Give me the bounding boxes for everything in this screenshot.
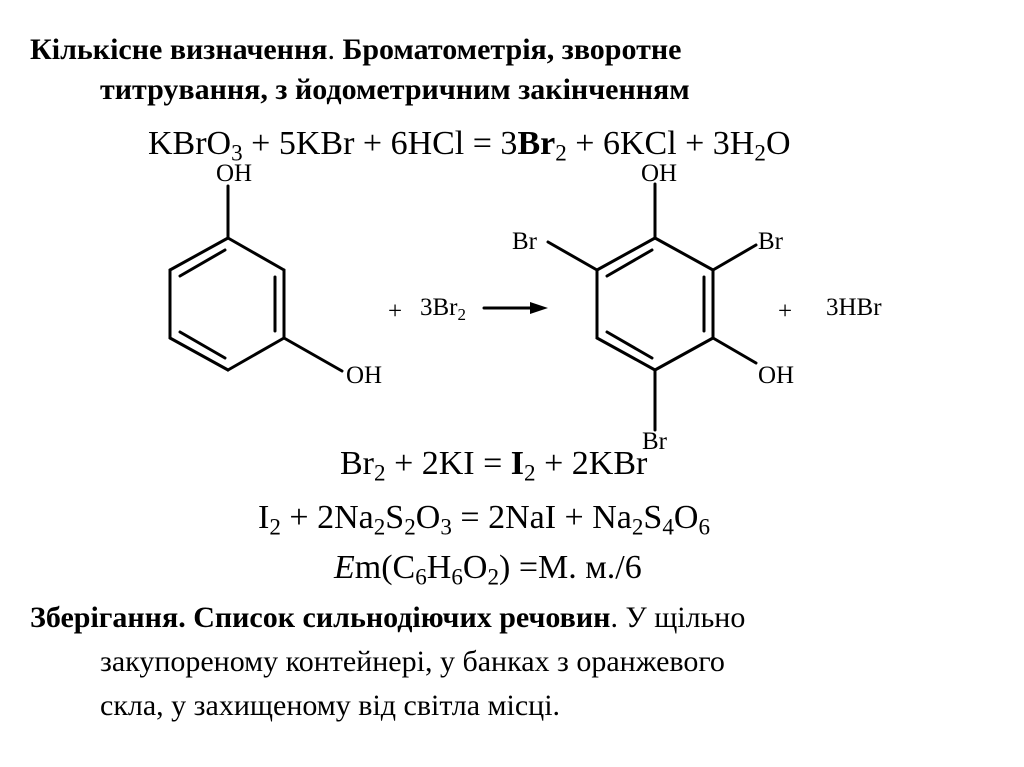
equation-br2-ki: $Br_2 + 2KI = I_2 + 2KBr$	[340, 445, 648, 487]
product-oh-top: OH	[641, 160, 678, 187]
equation-i2-thiosulfate: $I_2 + 2Na_2S_2O_3 = 2NaI + Na_2S_4O_6$	[258, 499, 711, 541]
storage-text-start: . У щільно	[610, 601, 746, 634]
reaction-arrow	[484, 302, 548, 314]
heading-bold-method: Броматометрія, зворотне	[342, 33, 682, 66]
product-br-left: Br	[512, 228, 537, 255]
tribromoresorcinol-structure	[548, 184, 756, 430]
heading-separator: .	[327, 33, 343, 66]
storage-line-3: скла, у захищеному від світла місці.	[100, 689, 561, 722]
resorcinol-structure	[170, 186, 342, 371]
resorcinol-oh-bottom: OH	[346, 362, 383, 389]
heading-bold-quantitative: Кількісне визначення	[30, 33, 328, 66]
storage-line-1	[30, 600, 745, 636]
equation-equivalent-mass: $Em(C_6H_6O_2) =М$. м./6	[334, 549, 642, 591]
reaction-plus-1: +	[388, 298, 403, 325]
product-oh-right: OH	[758, 362, 795, 389]
product-br-bottom: Br	[642, 428, 667, 455]
byproduct-hbr: 3HBr	[826, 294, 882, 321]
storage-line-2: закупореному контейнері, у банках з оранжевого	[100, 645, 725, 678]
storage-bold-title: Зберігання. Список сильнодіючих речовин	[30, 601, 611, 634]
reagent-bromine: $3Br_2$	[420, 294, 466, 324]
equation-kbro3: KBrO$_3$ + $5KBr + 6HCl = 3Br_2 + 6KCl + 3H_2O$	[148, 125, 791, 167]
product-br-right: Br	[758, 228, 783, 255]
resorcinol-oh-top: OH	[216, 160, 253, 187]
heading-line-2: титрування, з йодометричним закінченням	[100, 73, 690, 106]
reaction-plus-2: +	[778, 298, 793, 325]
